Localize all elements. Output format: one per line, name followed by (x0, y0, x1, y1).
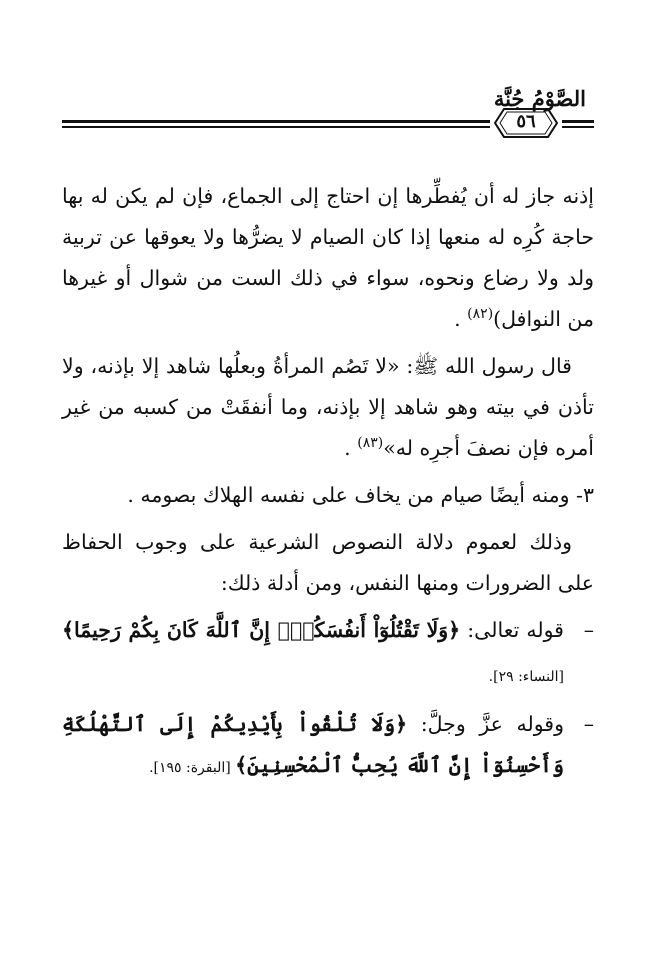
list-item (62, 610, 594, 698)
paragraph-hadith (62, 346, 594, 469)
verse-intro: قوله تعالى: (460, 618, 564, 642)
quran-verse: ﴿وَلَا تَقْتُلُوٓاْ أَنفُسَكُمْۚ إِنَّ ٱللَّهَ كَانَ بِكُمْ رَحِيمًا﴾ (62, 618, 461, 642)
quran-verse: ﴿وَلَا تُلْقُواْ بِأَيْدِيكُمْ إِلَى ٱلتَّهْلُكَةِ وَأَحْسِنُوٓاْ إِنَّ ٱللَّهَ يُحِبُّ ٱلْمُحْسِنِينَ﴾ (62, 712, 564, 777)
list-item (62, 704, 594, 789)
paragraph (62, 176, 594, 340)
page-body (62, 176, 594, 789)
verse-intro: وقوله عزَّ وجلَّ: (407, 712, 564, 736)
paragraph-end: . (344, 436, 358, 460)
paragraph-end: . (454, 307, 468, 331)
header-rule (62, 126, 490, 128)
verse-reference: [البقرة: ١٩٥]. (149, 760, 236, 776)
header-rule (562, 120, 594, 123)
list-dash: – (583, 712, 594, 736)
paragraph-text: إذنه جاز له أن يُفطِّرها إن احتاج إلى الجماع، فإن لم يكن له بها حاجة كُرِه له منعها إذا كان الصيام لا يضرُّها ولا يعوقها عن تربية ولد ولا رضاع ونحوه، سواء في ذلك الست من شوال أو غيرها من النوافل) (62, 184, 594, 331)
paragraph-text: قال رسول الله ﷺ: «لا تَصُم المرأةُ وبعلُها شاهد إلا بإذنه، ولا تأذن في بيته وهو شاهد إلا بإذنه، وما أنفقَتْ من كسبه من غير أمره فإن نصفَ أجرِه له» (62, 354, 594, 460)
list-item-text (62, 704, 564, 789)
header-rule (562, 126, 594, 128)
list-dash: – (583, 618, 594, 642)
footnote-marker: (٨٣) (357, 435, 384, 452)
page-header (62, 86, 594, 146)
verse-reference: [النساء: ٢٩]. (488, 669, 564, 685)
list-item-text (62, 610, 564, 698)
footnote-marker: (٨٢) (467, 306, 494, 323)
header-rule (62, 120, 490, 123)
page-number-frame (494, 108, 558, 138)
running-title: الصَّوْمُ جُنَّة (493, 86, 586, 111)
numbered-point: ٣- ومنه أيضًا صيام من يخاف على نفسه الهلاك بصومه . (127, 483, 594, 507)
paragraph: وذلك لعموم دلالة النصوص الشرعية على وجوب الحفاظ على الضرورات ومنها النفس، ومن أدلة ذلك: (62, 530, 594, 595)
page-number: ٥٦ (516, 111, 536, 132)
